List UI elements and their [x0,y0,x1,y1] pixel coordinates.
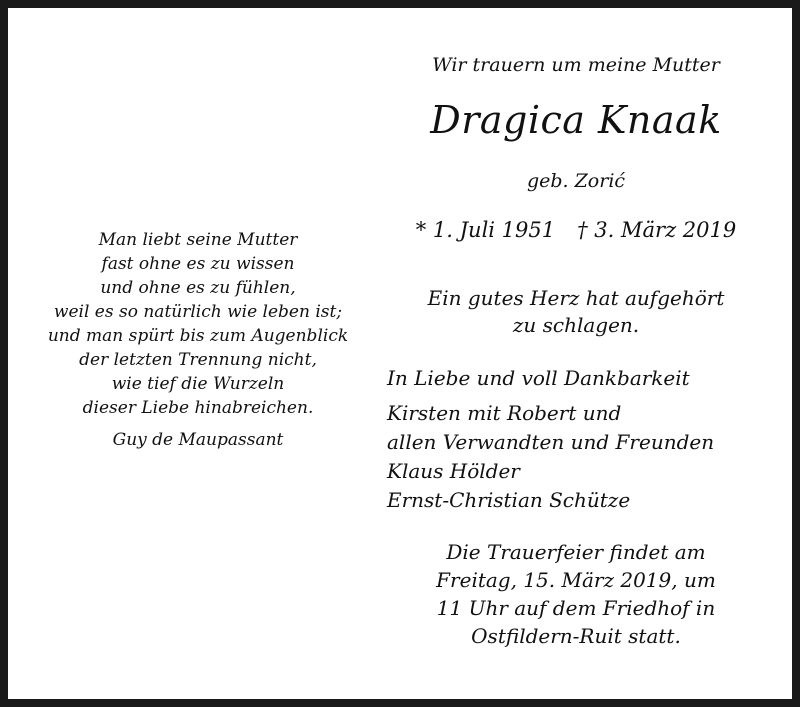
birth-name: geb. Zorić [526,170,626,192]
quote-line: und ohne es zu fühlen, [100,278,296,298]
mourner-line: Kirsten mit Robert und [387,401,622,425]
quote-line: fast ohne es zu wissen [101,254,295,274]
service-line: Freitag, 15. März 2019, um [436,568,716,592]
funeral-service-info [383,538,769,650]
intro-text: Wir trauern um meine Mutter [432,54,720,76]
heart-line: Ein gutes Herz hat aufgehört [427,286,725,310]
mourner-line: allen Verwandten und Freunden [387,430,715,454]
heart-line: zu schlagen. [512,313,640,337]
quote-line: weil es so natürlich wie leben ist; [53,302,343,322]
quote-line: dieser Liebe hinabreichen. [82,398,314,418]
birth-date: * 1. Juli 1951 [415,218,556,242]
quote-line: Man liebt seine Mutter [98,230,298,250]
quote-line: der letzten Trennung nicht, [79,350,317,370]
life-dates [383,218,769,242]
quote-line: und man spürt bis zum Augenblick [47,326,349,346]
death-date: † 3. März 2019 [577,218,737,242]
service-line: 11 Uhr auf dem Friedhof in [436,596,716,620]
mourner-line: Ernst-Christian Schütze [387,488,631,512]
service-line: Ostfildern-Ruit statt. [471,624,681,648]
mourner-line: Klaus Hölder [387,459,520,483]
quote-line: wie tief die Wurzeln [111,374,285,394]
service-line: Die Trauerfeier findet am [446,540,706,564]
heart-phrase [383,285,769,339]
poem-quote [18,228,378,452]
deceased-name: Dragica Knaak [430,98,722,142]
mourners-list [387,399,714,515]
quote-author: Guy de Maupassant [112,430,284,450]
thanks-line: In Liebe und voll Dankbarkeit [387,366,690,390]
